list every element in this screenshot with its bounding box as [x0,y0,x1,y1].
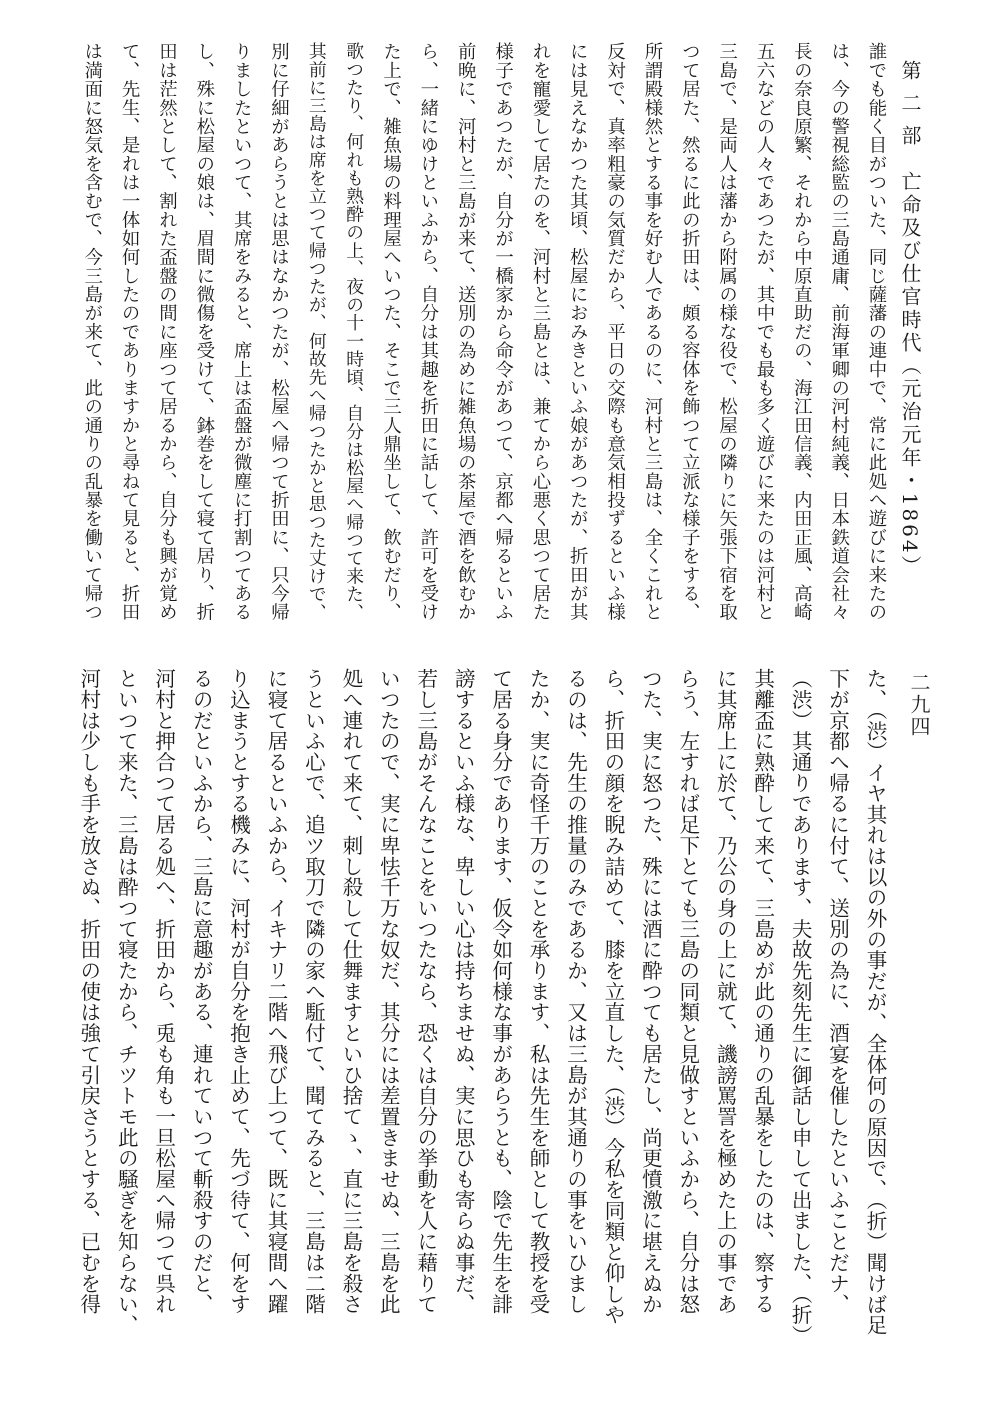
text-line: た、（渋）イヤ其れは以の外の事だが、全体何の原因で、（折）聞けば足 [863,668,887,1336]
text-line: て居る身分であります、仮令如何様な事があらうとも、陰で先生を誹 [488,668,513,1315]
text-line: には見えなかつた其頃、松屋におみきといふ娘があつたが、折田が其 [567,42,589,622]
top-text-block [80,42,885,620]
text-line: 前晩に、河村と三島が来て、送別の為めに雑魚場の茶屋で酒を飲むか [455,42,477,622]
text-line: 三島で、是両人は藩から附属の様な役で、松屋の隣りに矢張下宿を取 [716,42,738,622]
text-line: るのだといふから、三島に意趣がある、連れていつて斬殺すのだと、 [189,668,214,1315]
text-line: 河村と押合つて居る処へ、折田から、兎も角も一旦松屋へ帰つて呉れ [151,668,176,1315]
text-line: 其前に三島は席を立つて帰つたが、何故先へ帰つたかと思つた丈けで、 [305,42,327,622]
text-line: 其離盃に熟酔して来て、三島めが此の通りの乱暴をしたのは、察する [750,668,775,1315]
text-line: 様子であつたが、自分が一橋家から命令があつて、京都へ帰るといふ [492,42,514,622]
page-number: 二九四 [907,672,931,738]
text-line: 若し三島がそんなことをいつたなら、恐くは自分の挙動を人に藉りて [413,668,438,1315]
text-line: （渋）其通りであります、夫故先刻先生に御話し申して出ました、（折） [788,668,813,1346]
text-line: 所謂殿様然とする事を好む人であるのに、河村と三島は、全くこれと [641,42,663,622]
text-line: ら、一緒にゆけといふから、自分は其趣を折田に話して、許可を受け [417,42,439,622]
text-line: つて居た、然るに此の折田は、頗る容体を飾つて立派な様子をする、 [679,42,701,622]
bottom-text-block [78,668,885,1368]
text-line: たか、実に奇怪千万のことを承ります、私は先生を師として教授を受 [526,668,551,1315]
text-line: 河村は少しも手を放さぬ、折田の使は強て引戻さうとする、已むを得 [76,668,101,1315]
text-line: 反対で、真率粗豪の気質だから、平日の交際も意気相投ずるといふ様 [604,42,626,622]
text-line: うといふ心で、追ツ取刀で隣の家へ駈付て、聞てみると、三島は二階 [301,668,326,1315]
text-line: た上で、雑魚場の料理屋へいつた、そこで三人鼎坐して、飲むだり、 [380,42,402,622]
text-line: て、先生、是れは一体如何したのでありますかと尋ねて見ると、折田 [119,42,141,622]
text-line: は満面に怒気を含むで、今三島が来て、此の通りの乱暴を働いて帰つ [81,42,103,622]
text-line: といつて来た、三島は酔つて寝たから、チツトモ此の騒ぎを知らない、 [114,668,139,1336]
text-line: いつたので、実に卑怯千万な奴だ、其分には差置きませぬ、三島を此 [376,668,401,1315]
text-line: は、今の警視総監の三島通庸、前海軍卿の河村純義、日本鉄道会社々 [828,42,850,622]
text-line: 長の奈良原繁、それから中原直助だの、海江田信義、内田正風、高崎 [791,42,813,622]
text-line: 歌つたり、何れも熟酔の上、夜の十一時頃、自分は松屋へ帰つて来た、 [343,42,365,622]
text-line: に寝て居るといふから、イキナリ二階へ飛び上つて、既に其寝間へ躍 [264,668,288,1315]
text-line: 田は茫然として、割れた盃盤の間に座つて居るから、自分も興が覚め [156,42,178,622]
text-line: らう、左すれば足下とても三島の同類と見做すといふから、自分は怒 [675,668,700,1315]
text-line: り込まうとする機みに、河村が自分を抱き止めて、先づ待て、何をす [226,668,251,1315]
text-line: れを寵愛して居たのを、河村と三島とは、兼てから心悪く思つて居た [529,42,551,622]
text-line: し、殊に松屋の娘は、眉間に微傷を受けて、鉢巻をして寝て居り、折 [193,42,215,622]
text-line: るのは、先生の推量のみであるか、又は三島が其通りの事をいひまし [563,668,588,1315]
text-line: 誰でも能く目がついた、同じ薩藩の連中で、常に此処へ遊びに来たの [866,42,887,622]
text-line: 謗するといふ様な、卑しい心は持ちませぬ、実に思ひも寄らぬ事だ、 [451,668,476,1315]
running-head: 第 二 部 亡命及び仕官時代（元治元年・1864） [898,60,922,579]
text-line: 下が京都へ帰るに付て、送別の為に、酒宴を催したといふことだナ、 [825,668,850,1315]
text-line: ら、折田の顔を睨み詰めて、膝を立直した、（渋）今私を同類と仰しや [600,668,625,1325]
text-line: 処へ連れて来て、刺し殺して仕舞ますといひ捨てゝ、直に三島を殺さ [338,668,363,1315]
text-line: りましたといつて、其席をみると、席上は盃盤が微塵に打割つてある [231,42,253,622]
text-line: 別に仔細があらうとは思はなかつたが、松屋へ帰つて折田に、只今帰 [268,42,290,622]
text-line: 五六などの人々であつたが、其中でも最も多く遊びに来たのは河村と [753,42,775,622]
text-line: に其席上に於て、乃公の身の上に就て、譏謗罵詈を極めた上の事であ [713,668,738,1315]
text-line: つた、実に怒つた、殊には酒に酔つても居たし、尚更憤激に堪えぬか [638,668,663,1315]
